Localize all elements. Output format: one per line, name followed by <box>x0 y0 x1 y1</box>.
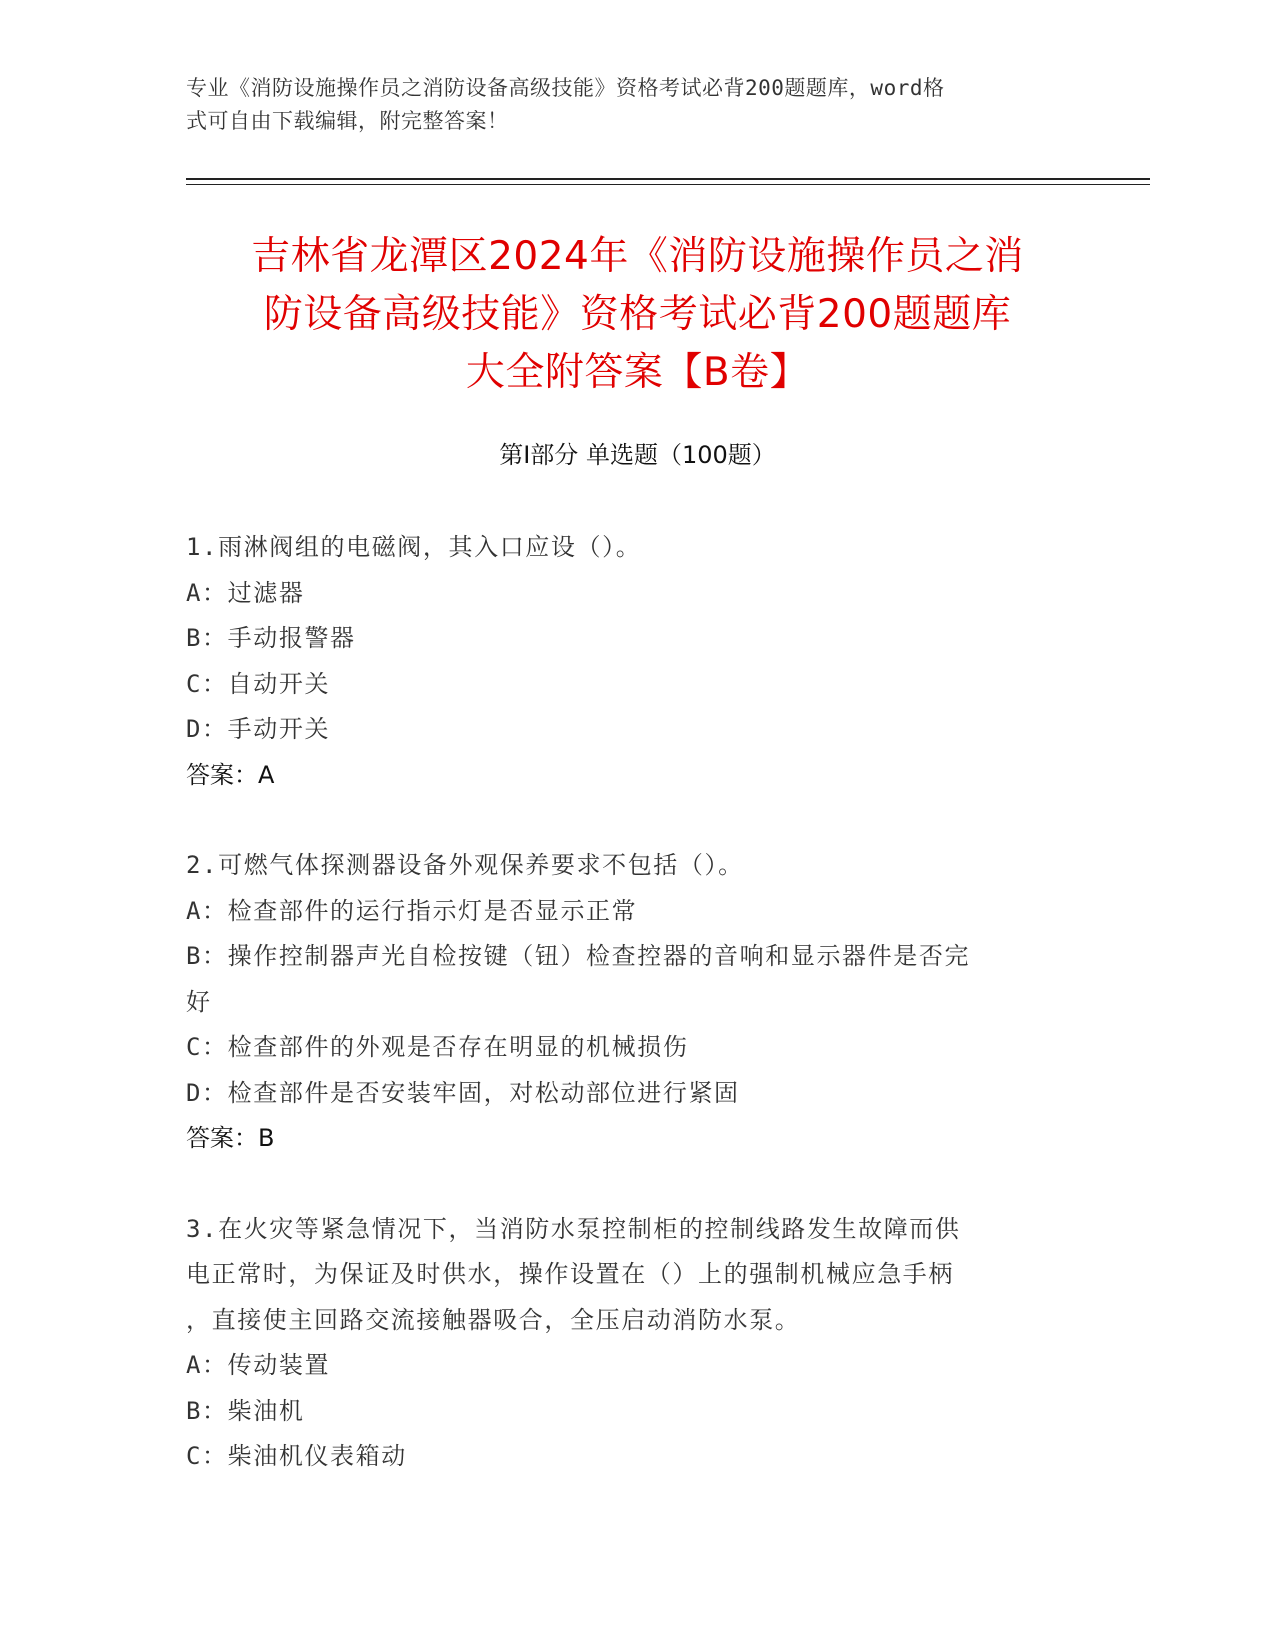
question-2 <box>186 843 1086 1162</box>
header-note <box>186 72 1066 138</box>
question-1-option-c: C：自动开关 <box>186 669 331 698</box>
question-3-option-c: C：柴油机仪表箱动 <box>186 1442 407 1470</box>
question-spacer <box>186 798 1086 843</box>
question-1-option-a: A：过滤器 <box>186 578 305 607</box>
question-2-option-b-line-1: B：操作控制器声光自检按键（钮）检查控器的音响和显示器件是否完 <box>186 942 971 970</box>
question-1 <box>186 525 1086 798</box>
question-3-stem-line-1: 3.在火灾等紧急情况下，当消防水泵控制柜的控制线路发生故障而供 <box>186 1214 961 1243</box>
header-divider-thick <box>186 178 1150 180</box>
question-3-stem-line-2: 电正常时，为保证及时供水，操作设置在（）上的强制机械应急手柄 <box>186 1260 954 1288</box>
question-2-option-a: A：检查部件的运行指示灯是否显示正常 <box>186 896 638 925</box>
question-3 <box>186 1207 1086 1480</box>
question-1-option-b: B：手动报警器 <box>186 624 356 652</box>
question-2-option-d: D：检查部件是否安装牢固，对松动部位进行紧固 <box>186 1078 740 1107</box>
section-title: 第Ⅰ部分 单选题（100题） <box>499 441 776 469</box>
question-2-stem: 2.可燃气体探测器设备外观保养要求不包括（）。 <box>186 851 744 879</box>
question-2-option-b-line-2: 好 <box>186 987 212 1016</box>
question-3-stem-line-3: ，直接使主回路交流接触器吸合，全压启动消防水泵。 <box>186 1305 801 1334</box>
document-title <box>150 228 1125 402</box>
document-title-line-1: 吉林省龙潭区2024年《消防设施操作员之消 <box>251 234 1024 279</box>
question-1-option-d: D：手动开关 <box>186 715 331 743</box>
question-list <box>186 525 1086 1480</box>
question-2-option-c: C：检查部件的外观是否存在明显的机械损伤 <box>186 1033 689 1061</box>
header-note-line-1: 专业《消防设施操作员之消防设备高级技能》资格考试必背200题题库，word格 <box>186 76 945 100</box>
question-spacer <box>186 1162 1086 1207</box>
question-3-option-a: A：传动装置 <box>186 1351 331 1379</box>
header-divider-thin <box>186 184 1150 185</box>
question-1-answer: 答案：A <box>186 760 275 789</box>
document-title-line-2: 防设备高级技能》资格考试必背200题题库 <box>263 292 1012 337</box>
header-note-line-2: 式可自由下载编辑，附完整答案！ <box>186 109 509 133</box>
question-3-option-b: B：柴油机 <box>186 1396 305 1425</box>
question-1-stem: 1.雨淋阀组的电磁阀，其入口应设（）。 <box>186 533 642 561</box>
document-title-line-3: 大全附答案【B卷】 <box>465 350 810 395</box>
question-2-answer: 答案：B <box>186 1124 275 1152</box>
